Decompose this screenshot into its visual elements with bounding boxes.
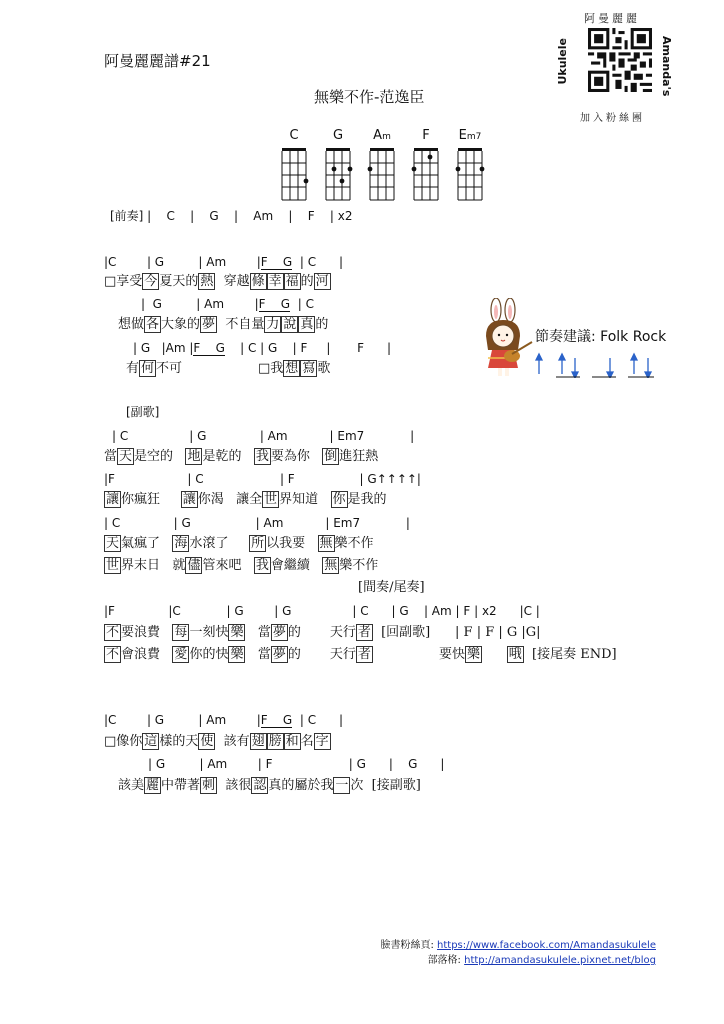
verse1-lyric-3b: □我 想 寫 歌 (258, 361, 331, 376)
chorus-chords-1: | C | G | Am | Em7 | (112, 429, 415, 443)
chorus-label: [副歌] (126, 405, 160, 419)
verse1-chords-2: | G | Am |F G | C (141, 297, 314, 311)
facebook-link[interactable]: https://www.facebook.com/Amandasukulele (437, 940, 656, 951)
song-title: 無樂不作-范逸臣 (314, 88, 425, 106)
chord-g: G (319, 128, 357, 202)
verse2-lyric-1: □像你 這 樣的天 使 該有 翅 膀 和 名 字 (104, 734, 329, 749)
verse1-chords-3: | G |Am |F G | C | G | F | F | (133, 341, 392, 355)
chord-c: C (275, 128, 313, 202)
bridge-lyric-2: 不 會浪費 愛 你的快 樂 當 夢 的 天行 者 要快 樂 哦 [接尾奏 END] (106, 647, 617, 662)
qr-code-icon[interactable] (588, 28, 652, 92)
verse1-lyric-3: 有 何 不可 (126, 361, 183, 376)
verse1-chords-1: |C | G | Am |F G | C | (104, 255, 344, 269)
chorus-lyric-3: 天 氣瘋了 海 水滾了 所 以我要 無 樂不作 (106, 536, 374, 551)
verse1-lyric-1: □享受 今 夏天的 熱 穿越 條 幸 福 的 河 (104, 274, 329, 289)
chord-c-grid (279, 146, 309, 202)
footer-blog: 部落格: http://amandasukulele.pixnet.net/blog (427, 955, 656, 966)
qr-right-text: Amanda's (660, 36, 673, 97)
chord-am-grid (367, 146, 397, 202)
footer-facebook: 臉書粉絲頁: https://www.facebook.com/Amandasukulele (380, 940, 656, 951)
qr-bottom-text: 加入粉絲團 (580, 113, 645, 124)
rhythm-label: 節奏建議: Folk Rock (535, 329, 667, 345)
blog-link[interactable]: http://amandasukulele.pixnet.net/blog (464, 955, 656, 966)
chorus-lyric-1: 當 天 是空的 地 是乾的 我 要為你 倒 進狂熱 (104, 449, 379, 464)
chord-em7: Em7 (451, 128, 489, 202)
qr-top-text: 阿曼麗麗 (584, 12, 640, 25)
chord-diagrams (275, 128, 495, 203)
qr-block (556, 10, 690, 125)
chord-f: F (407, 128, 445, 202)
chord-am: Am (363, 128, 401, 202)
bridge-lyric-1: 不 要浪費 每 一刻快 樂 當 夢 的 天行 者 [回副歌] | F | F | G |G| (106, 625, 541, 640)
qr-left-text: Ukulele (556, 38, 569, 85)
verse2-lyric-2: 該美 麗 中帶著 刺 該很 認 真的屬於我 一 次 [接副歌] (118, 778, 421, 793)
bunny-ukulele-icon (474, 298, 536, 382)
chord-f-grid (411, 146, 441, 202)
verse2-chords-1: |C | G | Am |F G | C | (104, 713, 344, 727)
strum-pattern (534, 352, 664, 378)
intro-line: [前奏] | C | G | Am | F | x2 (110, 209, 353, 223)
bridge-chords-1: |F |C | G | G | C | G | Am | F | x2 |C | (104, 604, 540, 618)
interlude-label: [間奏/尾奏] (358, 580, 425, 595)
verse1-lyric-2: 想做 各 大象的 夢 不自量 力 說 真 的 (118, 317, 329, 332)
verse2-chords-2: | G | Am | F | G | G | (148, 757, 445, 771)
chorus-lyric-2: 讓 你瘋狂 讓 你渴 讓全 世 界知道 你 是我的 (106, 492, 387, 507)
chorus-chords-2: |F | C | F | G↑↑↑↑| (104, 472, 421, 486)
series-title: 阿曼麗麗譜#21 (104, 52, 211, 70)
chorus-lyric-4: 世 界末日 就 儘 管來吧 我 會繼續 無 樂不作 (106, 558, 379, 573)
chorus-chords-3: | C | G | Am | Em7 | (104, 516, 410, 530)
chord-g-grid (323, 146, 353, 202)
chord-em7-grid (455, 146, 485, 202)
